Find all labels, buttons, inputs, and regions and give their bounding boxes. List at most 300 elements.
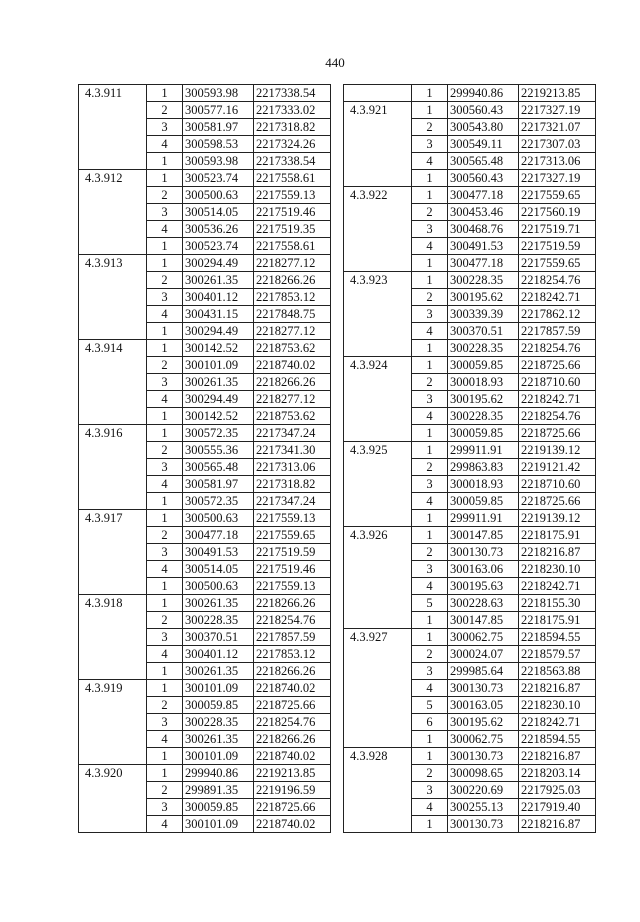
table-row: [344, 663, 596, 680]
point-number-cell: 3: [412, 561, 448, 578]
point-number-cell: 4: [147, 136, 183, 153]
y-coordinate-cell: 2217559.65: [519, 255, 596, 272]
table-row: [344, 204, 596, 221]
point-number-cell: 4: [147, 561, 183, 578]
x-coordinate-cell: 300401.12: [183, 289, 254, 306]
coordinates-table-right: [343, 84, 596, 833]
table-row: [344, 85, 596, 102]
x-coordinate-cell: 300514.05: [183, 204, 254, 221]
x-coordinate-cell: 300261.35: [183, 374, 254, 391]
parcel-id-cell: [79, 748, 147, 765]
y-coordinate-cell: 2217857.59: [519, 323, 596, 340]
table-row: [344, 238, 596, 255]
point-number-cell: 4: [412, 799, 448, 816]
y-coordinate-cell: 2218710.60: [519, 374, 596, 391]
point-number-cell: 2: [147, 357, 183, 374]
table-row: [344, 221, 596, 238]
y-coordinate-cell: 2218740.02: [254, 748, 331, 765]
x-coordinate-cell: 300163.05: [448, 697, 519, 714]
x-coordinate-cell: 300477.18: [448, 255, 519, 272]
x-coordinate-cell: 300370.51: [183, 629, 254, 646]
point-number-cell: 3: [147, 714, 183, 731]
point-number-cell: 2: [147, 697, 183, 714]
parcel-id-cell: [79, 323, 147, 340]
table-row: [344, 527, 596, 544]
point-number-cell: 4: [147, 731, 183, 748]
x-coordinate-cell: 300491.53: [183, 544, 254, 561]
x-coordinate-cell: 300130.73: [448, 816, 519, 833]
y-coordinate-cell: 2217862.12: [519, 306, 596, 323]
parcel-id-cell: [344, 136, 412, 153]
x-coordinate-cell: 300228.35: [183, 612, 254, 629]
y-coordinate-cell: 2217347.24: [254, 493, 331, 510]
point-number-cell: 6: [412, 714, 448, 731]
parcel-id-cell: 4.3.921: [344, 102, 412, 119]
parcel-id-cell: [79, 204, 147, 221]
parcel-id-cell: [79, 799, 147, 816]
point-number-cell: 3: [147, 374, 183, 391]
parcel-id-cell: 4.3.922: [344, 187, 412, 204]
y-coordinate-cell: 2218594.55: [519, 731, 596, 748]
x-coordinate-cell: 300130.73: [448, 544, 519, 561]
table-row: [344, 153, 596, 170]
x-coordinate-cell: 300370.51: [448, 323, 519, 340]
table-row: [79, 680, 331, 697]
point-number-cell: 2: [147, 442, 183, 459]
x-coordinate-cell: 300130.73: [448, 748, 519, 765]
table-row: [79, 646, 331, 663]
x-coordinate-cell: 300098.65: [448, 765, 519, 782]
point-number-cell: 2: [147, 782, 183, 799]
parcel-id-cell: [79, 476, 147, 493]
table-row: [344, 816, 596, 833]
table-row: [344, 442, 596, 459]
x-coordinate-cell: 300500.63: [183, 578, 254, 595]
parcel-id-cell: 4.3.926: [344, 527, 412, 544]
table-row: [79, 714, 331, 731]
x-coordinate-cell: 300453.46: [448, 204, 519, 221]
x-coordinate-cell: 300581.97: [183, 119, 254, 136]
x-coordinate-cell: 300255.13: [448, 799, 519, 816]
x-coordinate-cell: 300261.35: [183, 731, 254, 748]
parcel-id-cell: [79, 221, 147, 238]
x-coordinate-cell: 300543.80: [448, 119, 519, 136]
y-coordinate-cell: 2217327.19: [519, 170, 596, 187]
point-number-cell: 1: [412, 340, 448, 357]
table-row: [79, 374, 331, 391]
y-coordinate-cell: 2217558.61: [254, 170, 331, 187]
table-row: [344, 357, 596, 374]
table-row: [79, 527, 331, 544]
table-row: [79, 544, 331, 561]
parcel-id-cell: [79, 357, 147, 374]
x-coordinate-cell: 299863.83: [448, 459, 519, 476]
x-coordinate-cell: 300572.35: [183, 425, 254, 442]
x-coordinate-cell: 300101.09: [183, 680, 254, 697]
y-coordinate-cell: 2217925.03: [519, 782, 596, 799]
x-coordinate-cell: 300477.18: [448, 187, 519, 204]
point-number-cell: 2: [147, 527, 183, 544]
point-number-cell: 3: [412, 663, 448, 680]
x-coordinate-cell: 300577.16: [183, 102, 254, 119]
point-number-cell: 4: [147, 306, 183, 323]
table-row: [79, 748, 331, 765]
y-coordinate-cell: 2218175.91: [519, 612, 596, 629]
table-row: [79, 663, 331, 680]
x-coordinate-cell: 300500.63: [183, 187, 254, 204]
parcel-id-cell: [79, 238, 147, 255]
table-row: [344, 408, 596, 425]
parcel-id-cell: [344, 697, 412, 714]
point-number-cell: 4: [412, 493, 448, 510]
parcel-id-cell: [344, 544, 412, 561]
parcel-id-cell: [344, 612, 412, 629]
coordinates-table-left: [78, 84, 331, 833]
y-coordinate-cell: 2218254.76: [254, 714, 331, 731]
x-coordinate-cell: 300228.35: [448, 340, 519, 357]
y-coordinate-cell: 2218216.87: [519, 544, 596, 561]
y-coordinate-cell: 2217519.35: [254, 221, 331, 238]
y-coordinate-cell: 2217307.03: [519, 136, 596, 153]
table-row: [79, 170, 331, 187]
parcel-id-cell: [344, 493, 412, 510]
parcel-id-cell: 4.3.927: [344, 629, 412, 646]
y-coordinate-cell: 2218203.14: [519, 765, 596, 782]
point-number-cell: 1: [147, 663, 183, 680]
table-row: [344, 170, 596, 187]
table-row: [344, 646, 596, 663]
y-coordinate-cell: 2218230.10: [519, 697, 596, 714]
point-number-cell: 1: [147, 85, 183, 102]
x-coordinate-cell: 300101.09: [183, 748, 254, 765]
x-coordinate-cell: 300228.35: [448, 408, 519, 425]
point-number-cell: 4: [412, 238, 448, 255]
x-coordinate-cell: 300059.85: [183, 697, 254, 714]
table-row: [79, 578, 331, 595]
table-row: [344, 510, 596, 527]
x-coordinate-cell: 300593.98: [183, 153, 254, 170]
x-coordinate-cell: 300018.93: [448, 374, 519, 391]
x-coordinate-cell: 300294.49: [183, 255, 254, 272]
table-row: [344, 782, 596, 799]
x-coordinate-cell: 300062.75: [448, 629, 519, 646]
point-number-cell: 5: [412, 697, 448, 714]
point-number-cell: 5: [412, 595, 448, 612]
table-row: [79, 595, 331, 612]
table-row: [79, 459, 331, 476]
x-coordinate-cell: 300018.93: [448, 476, 519, 493]
y-coordinate-cell: 2218725.66: [254, 697, 331, 714]
table-row: [79, 187, 331, 204]
table-row: [344, 289, 596, 306]
y-coordinate-cell: 2218242.71: [519, 714, 596, 731]
table-row: [79, 816, 331, 833]
parcel-id-cell: 4.3.925: [344, 442, 412, 459]
point-number-cell: 1: [147, 408, 183, 425]
x-coordinate-cell: 299891.35: [183, 782, 254, 799]
point-number-cell: 4: [412, 578, 448, 595]
parcel-id-cell: [79, 102, 147, 119]
table-row: [344, 612, 596, 629]
point-number-cell: 1: [412, 102, 448, 119]
y-coordinate-cell: 2218563.88: [519, 663, 596, 680]
point-number-cell: 3: [147, 204, 183, 221]
table-row: [79, 510, 331, 527]
parcel-id-cell: [344, 408, 412, 425]
x-coordinate-cell: 300500.63: [183, 510, 254, 527]
y-coordinate-cell: 2218277.12: [254, 255, 331, 272]
table-row: [79, 357, 331, 374]
table-row: [344, 323, 596, 340]
parcel-id-cell: 4.3.916: [79, 425, 147, 442]
table-row: [344, 136, 596, 153]
point-number-cell: 4: [147, 646, 183, 663]
y-coordinate-cell: 2219213.85: [519, 85, 596, 102]
y-coordinate-cell: 2217519.71: [519, 221, 596, 238]
table-row: [79, 153, 331, 170]
parcel-id-cell: [79, 578, 147, 595]
y-coordinate-cell: 2219139.12: [519, 442, 596, 459]
parcel-id-cell: [344, 578, 412, 595]
point-number-cell: 3: [147, 799, 183, 816]
table-row: [79, 323, 331, 340]
point-number-cell: 1: [412, 748, 448, 765]
x-coordinate-cell: 300431.15: [183, 306, 254, 323]
parcel-id-cell: [344, 731, 412, 748]
x-coordinate-cell: 299911.91: [448, 510, 519, 527]
x-coordinate-cell: 300294.49: [183, 391, 254, 408]
point-number-cell: 1: [412, 612, 448, 629]
y-coordinate-cell: 2217559.13: [254, 187, 331, 204]
table-row: [344, 748, 596, 765]
point-number-cell: 4: [147, 816, 183, 833]
point-number-cell: 2: [147, 102, 183, 119]
parcel-id-cell: 4.3.919: [79, 680, 147, 697]
table-row: [79, 697, 331, 714]
parcel-id-cell: 4.3.924: [344, 357, 412, 374]
table-row: [79, 102, 331, 119]
parcel-id-cell: [79, 187, 147, 204]
table-row: [79, 612, 331, 629]
parcel-id-cell: [344, 476, 412, 493]
point-number-cell: 1: [147, 340, 183, 357]
x-coordinate-cell: 300477.18: [183, 527, 254, 544]
x-coordinate-cell: 300468.76: [448, 221, 519, 238]
table-row: [344, 765, 596, 782]
y-coordinate-cell: 2219196.59: [254, 782, 331, 799]
x-coordinate-cell: 299911.91: [448, 442, 519, 459]
y-coordinate-cell: 2218254.76: [254, 612, 331, 629]
y-coordinate-cell: 2217857.59: [254, 629, 331, 646]
y-coordinate-cell: 2218230.10: [519, 561, 596, 578]
y-coordinate-cell: 2217318.82: [254, 119, 331, 136]
x-coordinate-cell: 300142.52: [183, 408, 254, 425]
parcel-id-cell: 4.3.923: [344, 272, 412, 289]
parcel-id-cell: [79, 136, 147, 153]
table-row: [344, 799, 596, 816]
parcel-id-cell: [344, 765, 412, 782]
parcel-id-cell: [79, 731, 147, 748]
table-row: [79, 442, 331, 459]
parcel-id-cell: 4.3.912: [79, 170, 147, 187]
x-coordinate-cell: 300228.63: [448, 595, 519, 612]
x-coordinate-cell: 300581.97: [183, 476, 254, 493]
y-coordinate-cell: 2217559.65: [519, 187, 596, 204]
point-number-cell: 1: [147, 238, 183, 255]
x-coordinate-cell: 300401.12: [183, 646, 254, 663]
parcel-id-cell: [344, 561, 412, 578]
y-coordinate-cell: 2218266.26: [254, 663, 331, 680]
table-row: [79, 782, 331, 799]
parcel-id-cell: [344, 238, 412, 255]
x-coordinate-cell: 300598.53: [183, 136, 254, 153]
x-coordinate-cell: 300101.09: [183, 357, 254, 374]
x-coordinate-cell: 299940.86: [183, 765, 254, 782]
x-coordinate-cell: 300062.75: [448, 731, 519, 748]
parcel-id-cell: [344, 425, 412, 442]
point-number-cell: 4: [412, 323, 448, 340]
point-number-cell: 2: [412, 374, 448, 391]
point-number-cell: 2: [147, 187, 183, 204]
table-row: [344, 340, 596, 357]
parcel-id-cell: 4.3.918: [79, 595, 147, 612]
table-row: [344, 255, 596, 272]
point-number-cell: 1: [147, 680, 183, 697]
y-coordinate-cell: 2217313.06: [519, 153, 596, 170]
table-row: [344, 629, 596, 646]
parcel-id-cell: 4.3.928: [344, 748, 412, 765]
point-number-cell: 2: [412, 119, 448, 136]
table-row: [344, 425, 596, 442]
point-number-cell: 1: [412, 629, 448, 646]
y-coordinate-cell: 2218216.87: [519, 748, 596, 765]
parcel-id-cell: [344, 663, 412, 680]
y-coordinate-cell: 2218254.76: [519, 408, 596, 425]
parcel-id-cell: 4.3.914: [79, 340, 147, 357]
table-row: [79, 425, 331, 442]
point-number-cell: 1: [147, 748, 183, 765]
table-row: [79, 255, 331, 272]
point-number-cell: 1: [147, 765, 183, 782]
y-coordinate-cell: 2217559.65: [254, 527, 331, 544]
point-number-cell: 1: [147, 153, 183, 170]
point-number-cell: 1: [412, 85, 448, 102]
y-coordinate-cell: 2218242.71: [519, 391, 596, 408]
point-number-cell: 3: [412, 782, 448, 799]
point-number-cell: 3: [412, 476, 448, 493]
parcel-id-cell: [79, 391, 147, 408]
table-row: [79, 408, 331, 425]
table-row: [79, 476, 331, 493]
parcel-id-cell: [344, 85, 412, 102]
point-number-cell: 3: [147, 629, 183, 646]
point-number-cell: 1: [412, 170, 448, 187]
x-coordinate-cell: 300195.62: [448, 289, 519, 306]
y-coordinate-cell: 2217519.46: [254, 561, 331, 578]
point-number-cell: 1: [412, 255, 448, 272]
y-coordinate-cell: 2218725.66: [254, 799, 331, 816]
table-row: [344, 459, 596, 476]
table-row: [79, 340, 331, 357]
table-row: [79, 272, 331, 289]
x-coordinate-cell: 300059.85: [448, 425, 519, 442]
point-number-cell: 1: [412, 425, 448, 442]
x-coordinate-cell: 300523.74: [183, 238, 254, 255]
y-coordinate-cell: 2218753.62: [254, 340, 331, 357]
point-number-cell: 2: [147, 272, 183, 289]
parcel-id-cell: [79, 697, 147, 714]
y-coordinate-cell: 2217853.12: [254, 289, 331, 306]
parcel-id-cell: [344, 799, 412, 816]
parcel-id-cell: [79, 629, 147, 646]
parcel-id-cell: [79, 442, 147, 459]
table-row: [344, 374, 596, 391]
table-row: [79, 765, 331, 782]
table-row: [344, 272, 596, 289]
parcel-id-cell: [344, 782, 412, 799]
x-coordinate-cell: 300024.07: [448, 646, 519, 663]
point-number-cell: 1: [147, 170, 183, 187]
table-row: [79, 306, 331, 323]
table-row: [79, 731, 331, 748]
parcel-id-cell: [344, 595, 412, 612]
parcel-id-cell: [344, 170, 412, 187]
parcel-id-cell: [344, 204, 412, 221]
x-coordinate-cell: 300572.35: [183, 493, 254, 510]
table-row: [344, 391, 596, 408]
x-coordinate-cell: 300059.85: [183, 799, 254, 816]
x-coordinate-cell: 300195.63: [448, 578, 519, 595]
point-number-cell: 3: [412, 391, 448, 408]
point-number-cell: 4: [412, 680, 448, 697]
x-coordinate-cell: 300059.85: [448, 357, 519, 374]
table-row: [344, 102, 596, 119]
parcel-id-cell: [344, 680, 412, 697]
x-coordinate-cell: 300536.26: [183, 221, 254, 238]
parcel-id-cell: [344, 323, 412, 340]
y-coordinate-cell: 2218740.02: [254, 816, 331, 833]
x-coordinate-cell: 300101.09: [183, 816, 254, 833]
y-coordinate-cell: 2217338.54: [254, 85, 331, 102]
table-row: [344, 119, 596, 136]
table-row: [79, 238, 331, 255]
point-number-cell: 2: [412, 289, 448, 306]
point-number-cell: 1: [147, 595, 183, 612]
point-number-cell: 2: [412, 544, 448, 561]
parcel-id-cell: [344, 306, 412, 323]
y-coordinate-cell: 2218266.26: [254, 374, 331, 391]
x-coordinate-cell: 300514.05: [183, 561, 254, 578]
y-coordinate-cell: 2219213.85: [254, 765, 331, 782]
x-coordinate-cell: 300565.48: [448, 153, 519, 170]
y-coordinate-cell: 2217853.12: [254, 646, 331, 663]
parcel-id-cell: [79, 646, 147, 663]
point-number-cell: 2: [412, 459, 448, 476]
y-coordinate-cell: 2217919.40: [519, 799, 596, 816]
point-number-cell: 1: [412, 731, 448, 748]
y-coordinate-cell: 2218216.87: [519, 816, 596, 833]
point-number-cell: 4: [147, 476, 183, 493]
y-coordinate-cell: 2217338.54: [254, 153, 331, 170]
y-coordinate-cell: 2217341.30: [254, 442, 331, 459]
parcel-id-cell: 4.3.911: [79, 85, 147, 102]
x-coordinate-cell: 300195.62: [448, 714, 519, 731]
parcel-id-cell: [79, 289, 147, 306]
y-coordinate-cell: 2218725.66: [519, 425, 596, 442]
parcel-id-cell: [79, 714, 147, 731]
x-coordinate-cell: 300261.35: [183, 272, 254, 289]
point-number-cell: 3: [412, 221, 448, 238]
